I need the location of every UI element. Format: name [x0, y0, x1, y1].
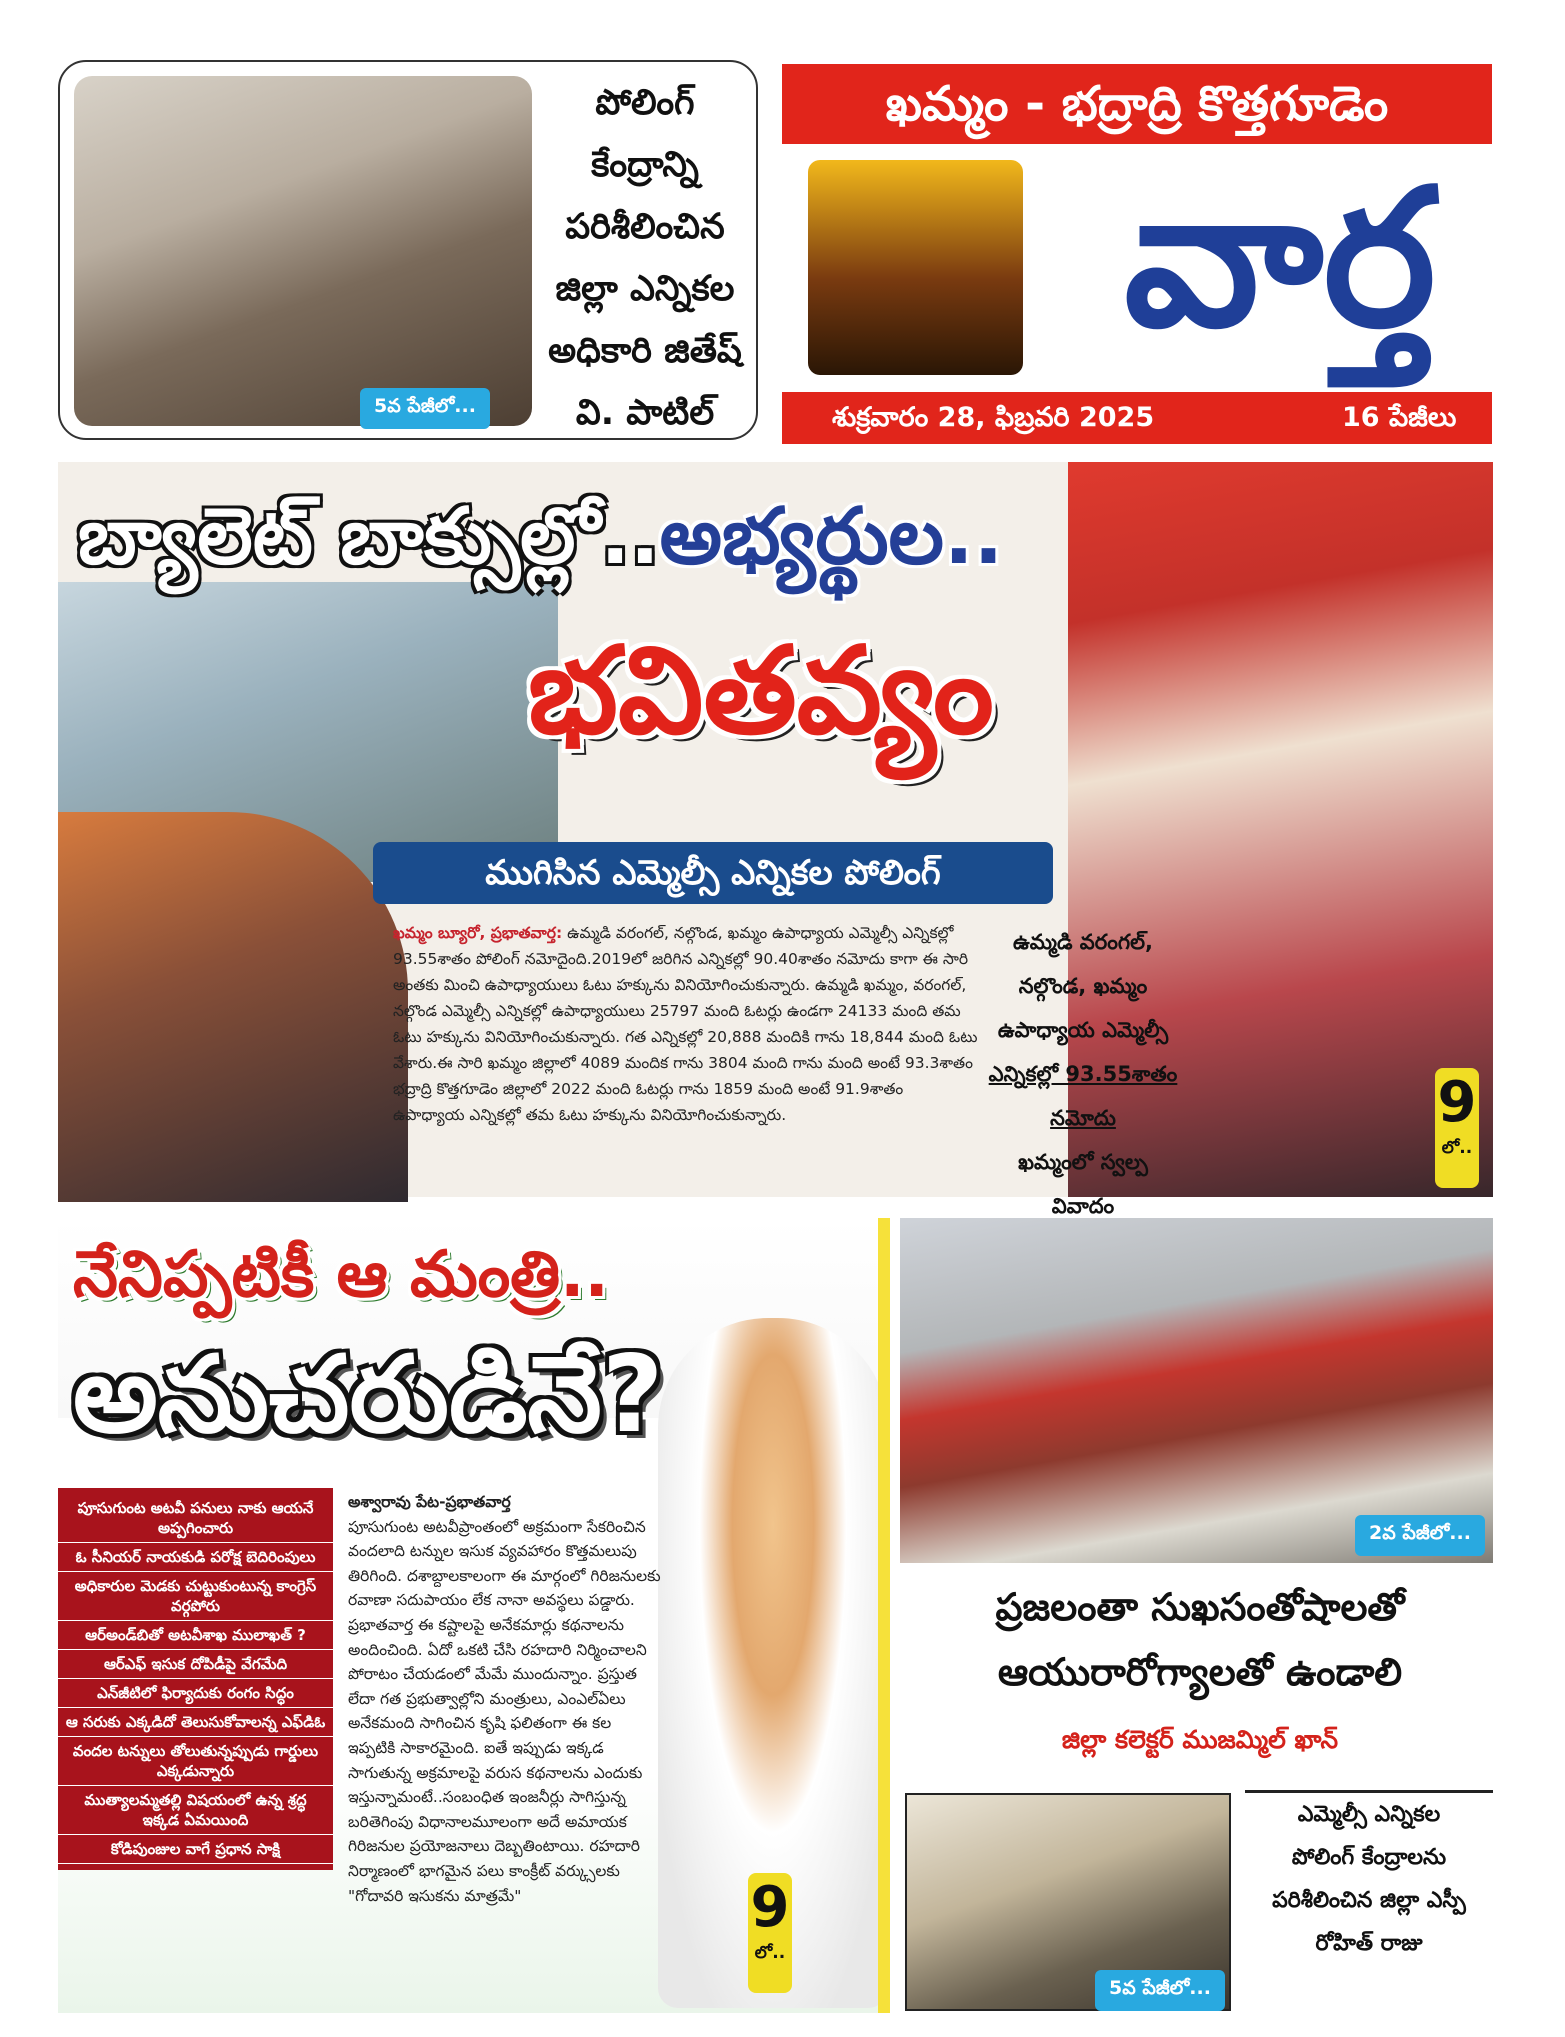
sidebar-point: పూసుగుంట అటవీ పనులు నాకు ఆయనే అప్పగించారు — [58, 1494, 333, 1543]
issue-date: శుక్రవారం 28, ఫిబ్రవరి 2025 — [832, 402, 1155, 433]
story4-page-ref[interactable]: 5వ పేజీలో... — [1095, 1970, 1225, 2011]
lead-continued-page[interactable]: 9 లో.. — [1435, 1068, 1479, 1188]
temple-photo — [900, 1218, 1493, 1563]
minister-story[interactable] — [58, 1218, 888, 2013]
story3-page-ref[interactable]: 2వ పేజీలో... — [1355, 1515, 1485, 1556]
lead-headline-main: భవితవ్యం — [528, 622, 994, 761]
newspaper-logo: వార్త — [1124, 146, 1436, 369]
story2-continued-page[interactable]: 9 లో.. — [748, 1873, 792, 1993]
story2-headline-top: నేనిప్పటికీ ఆ మంత్రి.. — [73, 1238, 609, 1312]
teaser-box[interactable] — [58, 60, 758, 440]
story3-headline-line1: ప్రజలంతా సుఖసంతోషాలతో — [995, 1585, 1405, 1629]
sidebar-point: ఓ సీనియర్ నాయకుడి పరోక్ష బెదిరింపులు — [58, 1543, 333, 1572]
story3-headline-line2: ఆయురారోగ్యాలతో ఉండాలి — [997, 1650, 1403, 1694]
page-count: 16 పేజీలు — [1342, 402, 1457, 433]
story2-sidebar-points — [58, 1488, 333, 1870]
sidebar-point: వందల టన్నులు తోలుతున్నప్పుడు గార్డులు ఎక్కడున్నారు — [58, 1737, 333, 1786]
date-bar — [782, 392, 1492, 444]
story2-headline-main: అనుచరుడినే? — [73, 1333, 664, 1456]
crowd-photo — [58, 812, 408, 1202]
story2-body: అశ్వారావు పేట-ప్రభాతవార్త పూసుగుంట అటవీప్రాంతంలో అక్రమంగా సేకరించిన వందలాది టన్నుల ఇసుక వ్యవహారం కొత్తమలుపు తిరిగింది. దశాబ్దాలకాలంగా ఈ మార్గంలో గిరిజనులకు రవాణా సదుపాయం లేక నానా అవస్థలు పడ్డారు. ప్రభాతవార్త ఈ కష్టాలపై అనేకమార్లు కథనాలను అందించింది. ఏదో ఒకటి చేసి రహదారి నిర్మించాలని పోరాటం చేయడంలో మేమే ముందున్నాం. ప్రస్తుత లేదా గత ప్రభుత్వాల్లోని మంత్రులు, ఎంఎల్ఏలు అనేకమంది సాగించిన కృషి ఫలితంగా ఈ కల ఇప్పటికి సాకారమైంది. ఐతే ఇప్పుడు ఇక్కడ సాగుతున్న అక్రమాలపై వరుస కథనాలను ఎందుకు ఇస్తున్నామంటే..సంబంధిత ఇంజనీర్లు సాగిస్తున్న బరితెగింపు విధానాలమూలంగా అదే అమాయక గిరిజనుల ప్రయోజనాలు దెబ్బతింటాయి. రహదారి నిర్మాణంలో భాగమైన పలు కాంక్రీట్ వర్క్సులకు "గోదావరి ఇసుకను మాత్రమే" — [348, 1493, 661, 1905]
sidebar-point: ఆర్అండ్‌బితో అటవీశాఖ ములాఖత్ ? — [58, 1621, 333, 1650]
sidebar-point: కోడిపుంజుల వాగే ప్రధాన సాక్షి — [58, 1835, 333, 1864]
story4-headline: ఎమ్మెల్సీ ఎన్నికల పోలింగ్ కేంద్రాలను పరిశీలించిన జిల్లా ఎస్పీ రోహిత్ రాజు — [1245, 1790, 1493, 1965]
story3-byline: జిల్లా కలెక్టర్ ముజమ్మిల్ ఖాన్ — [1061, 1725, 1339, 1754]
lead-body: ఖమ్మం బ్యూరో, ప్రభాతవార్త: ఉమ్మడి వరంగల్, నల్గొండ, ఖమ్మం ఉపాధ్యాయ ఎమ్మెల్సీ ఎన్నికల్లో 93.55శాతం పోలింగ్ నమోదైంది.2019లో జరిగిన ఎన్నికల్లో 90.40శాతం నమోదు కాగా ఈ సారి అంతకు మించి ఉపాధ్యాయులు ఓటు హక్కును వినియోగించుకున్నారు. ఉమ్మడి ఖమ్మం, వరంగల్, నల్గొండ ఎమ్మెల్సీ ఎన్నికల్లో ఉపాధ్యాయులు 25797 మంది ఓటర్లు ఉండగా 24133 మంది తమ ఓటు హక్కును వినియోగించుకున్నారు. గత ఎన్నికల్లో 20,888 మందికి గాను 18,844 మంది ఓటు వేశారు.ఈ సారి ఖమ్మం జిల్లాలో 4089 మందిక గాను 3804 మంది గాను మంది అంటే 93.3శాతం భద్రాద్రి కొత్తగూడెం జిల్లాలో 2022 మంది ఓటర్లు గాను 1859 మంది అంటే 91.9శాతం ఉపాధ్యాయ ఎన్నికల్లో తమ ఓటు హక్కును వినియోగించుకున్నారు. — [393, 924, 978, 1124]
sidebar-point: ముత్యాలమ్మతల్లి విషయంలో ఉన్న శ్రద్ధ ఇక్కడ ఏమయింది — [58, 1786, 333, 1835]
deity-image — [808, 160, 1023, 375]
lead-story[interactable] — [58, 462, 1493, 1218]
sidebar-point: ఆర్ఎఫ్ ఇసుక దోపిడీపై వేగమేది — [58, 1650, 333, 1679]
lead-headline-top: బ్యాలెట్ బాక్సుల్లో..అభ్యర్థుల.. — [78, 492, 1004, 582]
lead-subhead: ముగిసిన ఎమ్మెల్సీ ఎన్నికల పోలింగ్ — [373, 842, 1053, 904]
lead-highlight-box: ఉమ్మడి వరంగల్, నల్గొండ, ఖమ్మం ఉపాధ్యాయ ఎమ్మెల్సీ ఎన్నికల్లో 93.55శాతం నమోదు ఖమ్మంలో స్వల్ప వివాదం — [988, 930, 1178, 1218]
divider-stripe — [878, 1218, 890, 2013]
edition-banner: ఖమ్మం - భద్రాద్రి కొత్తగూడెం — [782, 64, 1492, 144]
sidebar-point: అధికారుల మెడకు చుట్టుకుంటున్న కాంగ్రెస్ వర్గపోరు — [58, 1572, 333, 1621]
teaser-page-ref[interactable]: 5వ పేజీలో... — [360, 388, 490, 429]
teaser-headline: పోలింగ్ కేంద్రాన్ని పరిశీలించిన జిల్లా ఎన్నికల అధికారి జితేష్ వి. పాటిల్ — [548, 83, 742, 433]
sidebar-point: ఎన్‌జీటిలో ఫిర్యాదుకు రంగం సిద్ధం — [58, 1679, 333, 1708]
sidebar-point: ఆ సరుకు ఎక్కడిదో తెలుసుకోవాలన్న ఎఫ్‌డిఓ — [58, 1708, 333, 1737]
teaser-photo — [74, 76, 532, 426]
